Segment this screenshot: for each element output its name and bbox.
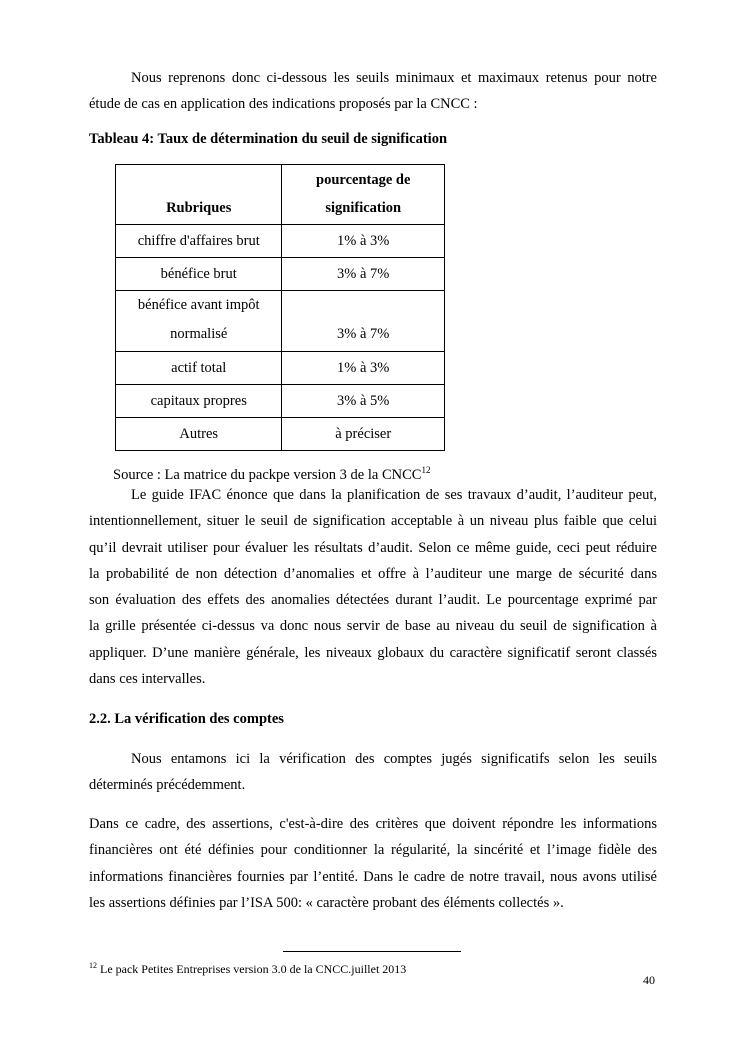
table-row [116,352,445,385]
cell-rubrique: capitaux propres [116,385,282,418]
cell-rubrique: bénéfice brut [116,258,282,291]
table-row [116,225,445,258]
para3-line-2: déterminés précédemment. [89,777,246,794]
table-row [116,291,445,352]
table-source-text: Source : La matrice du packpe version 3 de la CNCC [113,466,422,483]
para2-line-7: appliquer. D’une manière générale, les niveaux globaux du caractère significatif seront classés [89,644,657,661]
cell-rubrique: actif total [116,352,282,385]
para4-line-2: financières ont été définies pour conditionner la régularité, la sincérité et l’image fidèle des [89,842,657,859]
para2-line-4: la probabilité de non détection d’anomalies et offre à l’auditeur une marge de sécurité dans [89,565,657,582]
header-rubriques: Rubriques [116,165,282,225]
intro-line-1: Nous reprenons donc ci-dessous les seuils minimaux et maximaux retenus pour notre [131,70,657,86]
threshold-table [115,164,445,451]
paragraph-ifac [89,482,657,692]
intro-paragraph [89,65,657,118]
para2-line-2: intentionnellement, situer le seuil de signification acceptable à un niveau plus faible que celui [89,513,657,530]
table-row [116,385,445,418]
table-title: Tableau 4: Taux de détermination du seuil de signification [89,131,448,147]
cell-pourcentage: 3% à 5% [282,385,445,418]
para2-line-3: qu’il devrait utiliser pour évaluer les résultats d’audit. Selon ce même guide, ceci peut réduire [89,539,657,556]
footnote-number: 12 [89,961,97,970]
intro-line-2: étude de cas en application des indications proposés par la CNCC : [89,96,478,113]
cell-rubrique: Autres [116,418,282,451]
section-title: 2.2. La vérification des comptes [89,711,284,727]
cell-pourcentage: 3% à 7% [282,291,445,352]
paragraph-verification [89,746,657,799]
table-row [116,418,445,451]
cell-rubrique [116,291,282,352]
cell-pourcentage: à préciser [282,418,445,451]
cell-pourcentage: 1% à 3% [282,225,445,258]
para4-line-1: Dans ce cadre, des assertions, c'est-à-dire des critères que doivent répondre les informations [89,816,657,832]
cell-pourcentage: 3% à 7% [282,258,445,291]
table-header-row [116,165,445,225]
para4-line-3: informations financières fournies par l’entité. Dans le cadre de notre travail, nous avons utilisé [89,868,657,885]
cell-pourcentage: 1% à 3% [282,352,445,385]
table-row [116,258,445,291]
page-number: 40 [643,973,655,987]
header-pourcentage-line-1: pourcentage de [316,172,411,188]
footnote-rule [283,951,461,952]
para2-line-1: Le guide IFAC énonce que dans la planification de ses travaux d’audit, l’auditeur peut, [131,487,657,503]
para2-line-8: dans ces intervalles. [89,671,206,688]
header-pourcentage [282,165,445,225]
para2-line-5: son évaluation des effets des anomalies détectées durant l’audit. Le pourcentage exprimé par [89,592,657,609]
para3-line-1: Nous entamons ici la vérification des comptes jugés significatifs selon les seuils [131,751,657,767]
paragraph-assertions [89,811,657,916]
cell-rubrique-line-2: normalisé [170,326,228,342]
cell-rubrique: chiffre d'affaires brut [116,225,282,258]
footnote-ref: 12 [421,465,431,475]
header-pourcentage-line-2: signification [325,200,402,216]
cell-rubrique-line-1: bénéfice avant impôt [137,297,260,313]
footnote [89,958,406,977]
footnote-text: Le pack Petites Entreprises version 3.0 de la CNCC.juillet 2013 [97,962,407,976]
para2-line-6: la grille présentée ci-dessus va donc nous servir de base au niveau du seuil de signification à [89,618,657,635]
para4-line-4: les assertions définies par l’ISA 500: « caractère probant des éléments collectés ». [89,894,564,911]
